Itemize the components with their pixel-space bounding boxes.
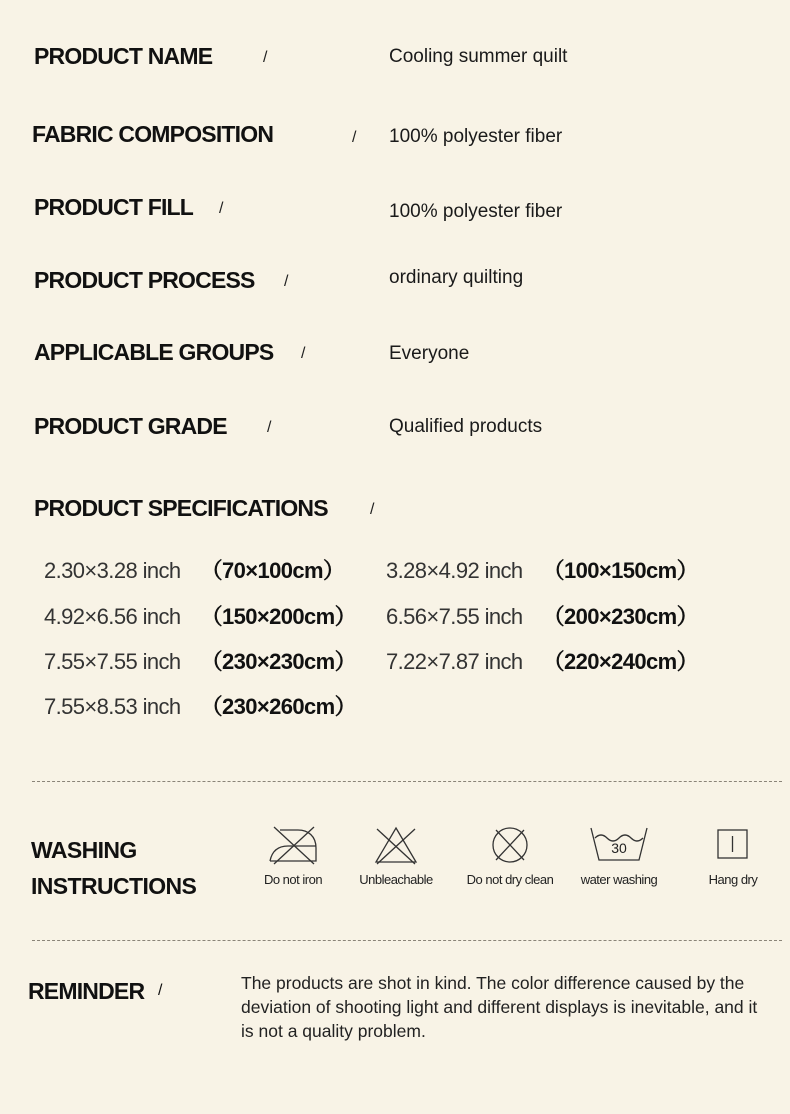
care-symbol-no-bleach — [341, 824, 451, 887]
attr-product-fill — [0, 194, 790, 234]
divider — [32, 781, 782, 782]
attr-value: ordinary quilting — [389, 267, 524, 288]
attr-fabric-composition — [0, 121, 790, 161]
care-caption: Unbleachable — [359, 872, 433, 887]
care-caption: Do not iron — [263, 872, 323, 887]
attr-value: Cooling summer quilt — [389, 46, 568, 67]
size-inch: 7.55×7.55 inch — [44, 649, 181, 674]
size-cm: （200×230cm） — [542, 604, 699, 629]
attr-separator: / — [352, 129, 357, 146]
wash-30-icon — [589, 824, 649, 866]
size-cm: （150×200cm） — [200, 604, 357, 629]
size-cm: （230×260cm） — [200, 694, 357, 719]
attr-value: Qualified products — [389, 416, 543, 437]
size-cm: （220×240cm） — [542, 649, 699, 674]
care-symbol-no-iron — [238, 824, 348, 887]
size-item — [44, 645, 356, 676]
wash-temperature: 30 — [611, 840, 627, 856]
reminder-text: The products are shot in kind. The color difference caused by the deviation of shooting light and different displays is inevitable, and it is not a quality problem. — [241, 973, 758, 1041]
attr-label: PRODUCT NAME — [34, 43, 213, 69]
size-item — [386, 600, 698, 631]
attr-label: PRODUCT FILL — [34, 194, 194, 220]
do-not-dry-clean-icon — [455, 824, 565, 866]
attr-label: PRODUCT GRADE — [34, 413, 227, 439]
spec-separator: / — [370, 501, 375, 518]
attr-label: APPLICABLE GROUPS — [34, 339, 274, 365]
care-symbol-hang-dry — [678, 824, 788, 887]
size-cm: （70×100cm） — [200, 558, 345, 583]
do-not-iron-icon — [238, 824, 348, 866]
attr-product-grade — [0, 413, 790, 453]
size-cm: （100×150cm） — [542, 558, 699, 583]
size-inch: 7.55×8.53 inch — [44, 694, 181, 719]
attr-separator: / — [267, 419, 272, 436]
size-item — [44, 554, 344, 585]
care-symbol-no-dry-clean — [455, 824, 565, 887]
attr-product-name — [0, 43, 790, 83]
hang-dry-icon — [678, 824, 788, 866]
attr-separator: / — [284, 273, 289, 290]
attr-value: 100% polyester fiber — [389, 126, 563, 147]
washing-title — [31, 832, 196, 904]
washing-title-line1: WASHING — [31, 837, 137, 863]
attr-applicable-groups — [0, 339, 790, 379]
size-item — [386, 554, 698, 585]
divider — [32, 940, 782, 941]
size-inch: 4.92×6.56 inch — [44, 604, 181, 629]
care-caption: water washing — [580, 872, 658, 887]
reminder-separator: / — [158, 982, 163, 999]
attr-label: FABRIC COMPOSITION — [32, 121, 274, 147]
size-inch: 7.22×7.87 inch — [386, 649, 523, 674]
spec-heading-row — [0, 495, 790, 535]
attr-separator: / — [219, 200, 224, 217]
size-inch: 2.30×3.28 inch — [44, 558, 181, 583]
do-not-bleach-icon — [341, 824, 451, 866]
size-item — [44, 600, 356, 631]
attr-value: Everyone — [389, 343, 470, 364]
size-item — [44, 690, 356, 721]
size-cm: （230×230cm） — [200, 649, 357, 674]
attr-separator: / — [263, 49, 268, 66]
size-item — [386, 645, 698, 676]
care-caption: Do not dry clean — [466, 872, 554, 887]
attr-label: PRODUCT PROCESS — [34, 267, 255, 293]
reminder-title: REMINDER — [28, 978, 145, 1004]
attr-value: 100% polyester fiber — [389, 201, 563, 222]
care-caption: Hang dry — [708, 872, 758, 887]
attr-product-process — [0, 267, 790, 307]
spec-heading: PRODUCT SPECIFICATIONS — [34, 495, 328, 521]
attr-separator: / — [301, 345, 306, 362]
size-inch: 3.28×4.92 inch — [386, 558, 523, 583]
washing-title-line2: INSTRUCTIONS — [31, 873, 197, 899]
care-symbol-wash-30 — [564, 824, 674, 887]
size-inch: 6.56×7.55 inch — [386, 604, 523, 629]
